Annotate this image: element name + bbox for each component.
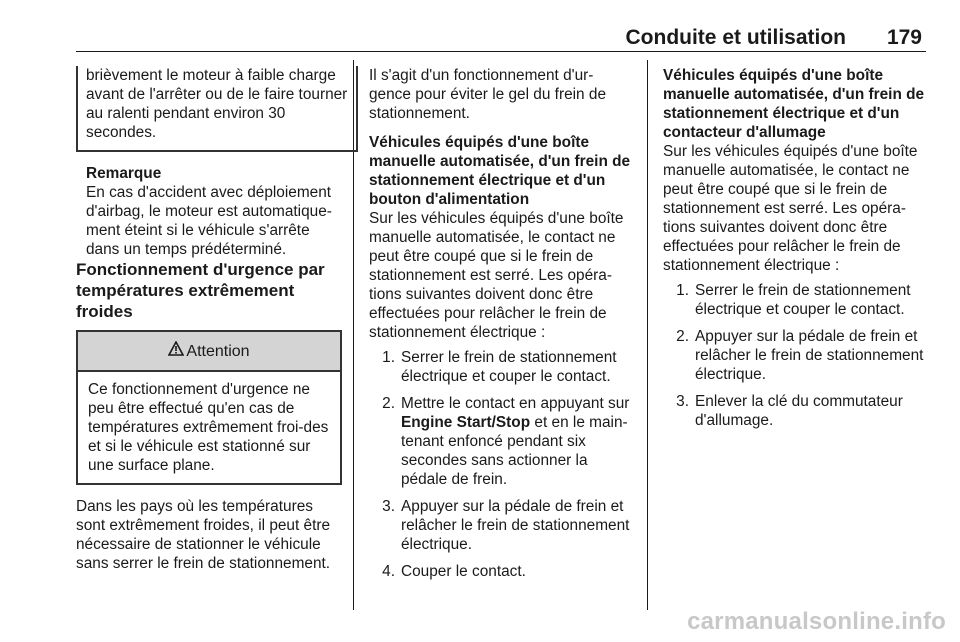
page-header xyxy=(76,24,926,52)
attention-text: Ce fonctionnement d'urgence ne peu être effectué qu'en cas de températures extrêmement froi-des et si le véhicule est stationné sur une surface plane. xyxy=(88,381,329,474)
note-text: En cas d'accident avec déploiement d'airbag, le moteur est automatique-ment éteint si le véhicule s'arrête dans un temps prédéterminé. xyxy=(86,184,332,258)
paragraph: Dans les pays où les températures sont extrêmement froides, il peut être nécessaire de stationner le véhicule sans serrer le frein de stationnement. xyxy=(76,498,331,572)
attention-body xyxy=(78,372,340,483)
column-divider-2 xyxy=(647,60,648,610)
steps-list xyxy=(663,281,929,430)
list-item: 4. Couper le contact. xyxy=(382,563,526,580)
list-item: 2. Mettre le contact en appuyant sur Engine Start/Stop et en le main-tenant enfoncé pendant six secondes sans actionner la pédale de frein. xyxy=(382,395,630,488)
continued-notice-text: brièvement le moteur à faible charge avant de l'arrêter ou de le faire tourner au ralenti pendant environ 30 secondes. xyxy=(86,67,348,141)
list-item: 1. Serrer le frein de stationnement électrique et couper le contact. xyxy=(382,349,617,385)
list-item: 3. Appuyer sur la pédale de frein et relâcher le frein de stationnement électrique. xyxy=(382,498,630,553)
body-text: Sur les véhicules équipés d'une boîte manuelle automatisée, le contact ne peut être coupé que si le frein de stationnement est serré. Les opéra-tions suivantes doivent donc être effectuées pour relâcher le frein de stationnement électrique : xyxy=(663,143,918,274)
list-item: 2. Appuyer sur la pédale de frein et relâcher le frein de stationnement électrique. xyxy=(676,328,924,383)
intro-text: Il s'agit d'un fonctionnement d'ur-gence pour éviter le gel du frein de stationnement. xyxy=(369,67,606,122)
body-text: Sur les véhicules équipés d'une boîte manuelle automatisée, le contact ne peut être coupé que si le frein de stationnement est serré. Les opéra-tions suivantes doivent donc être effectuées pour relâcher le frein de stationnement électrique : xyxy=(369,210,624,341)
header-rule xyxy=(76,51,926,52)
page-number: 179 xyxy=(886,26,922,49)
sub-heading: Véhicules équipés d'une boîte manuelle automatisée, d'un frein de stationnement électrique et d'un contacteur d'allumage xyxy=(663,67,925,141)
section-heading: Fonctionnement d'urgence par températures extrêmement froides xyxy=(76,260,325,321)
chapter-title: Conduite et utilisation xyxy=(625,26,846,49)
attention-header xyxy=(78,332,340,372)
note xyxy=(86,164,344,259)
list-item: 3. Enlever la clé du commutateur d'allumage. xyxy=(676,393,903,429)
attention-box xyxy=(76,330,342,485)
watermark: carmanualsonline.info xyxy=(687,608,946,635)
column-2 xyxy=(369,66,635,589)
steps-list xyxy=(369,348,635,581)
list-item: 1. Serrer le frein de stationnement électrique et couper le contact. xyxy=(676,282,911,318)
note-title: Remarque xyxy=(86,165,162,182)
engine-start-stop-label: Engine Start/Stop xyxy=(401,414,531,431)
continued-notice-box xyxy=(76,66,358,152)
warning-icon xyxy=(168,341,184,361)
attention-title: Attention xyxy=(186,342,250,360)
column-1 xyxy=(76,66,348,573)
column-3 xyxy=(663,66,929,438)
sub-heading: Véhicules équipés d'une boîte manuelle automatisée, d'un frein de stationnement électrique et d'un bouton d'alimentation xyxy=(369,134,631,208)
